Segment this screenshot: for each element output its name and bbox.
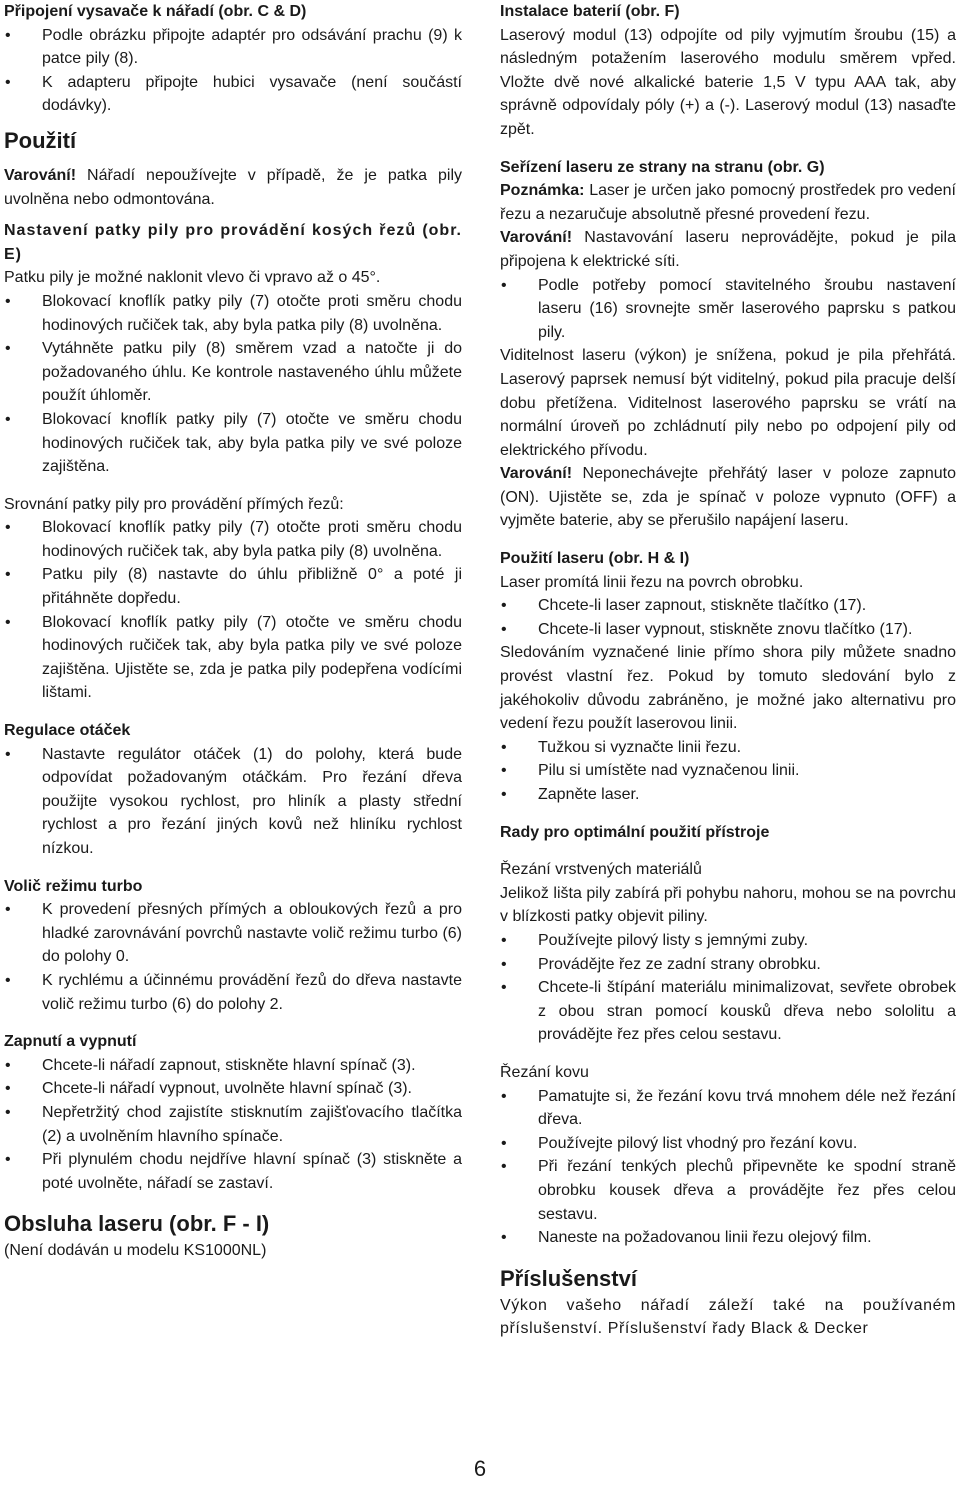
metal-list: [500, 1085, 956, 1250]
layered-text: Jelikož lišta pily zabírá při pohybu nahoru, mohou se na povrchu v blízkosti patky objevit piliny.: [500, 884, 956, 926]
list-item: • K adapteru připojte hubici vysavače (není součástí dodávky).: [4, 71, 462, 118]
list-item: • Chcete-li štípání materiálu minimalizovat, sevřete obrobek z obou stran pomocí kousků dřeva nebo sololitu a provádějte řez přes celou sestavu.: [500, 976, 956, 1047]
turbo-list: [4, 898, 462, 1016]
visibility-text: Viditelnost laseru (výkon) je snížena, pokud je pila přehřátá. Laserový paprsek nemusí být viditelný, pokud pila pracuje delší dobu přetížena. Viditelnost laserového paprsku se vrátí na normální úroveň po zchládnutí pily nebo po odpojení pily od elektrického přívodu.: [500, 347, 956, 459]
list-item: • Pilu si umístěte nad vyznačenou linii.: [500, 759, 956, 783]
warning-label: Varování!: [500, 229, 573, 247]
list-item: • Blokovací knoflík patky pily (7) otočte proti směru chodu hodinových ručiček tak, aby byla patka pily (8) uvolněna.: [4, 290, 462, 337]
list-item: • Při plynulém chodu nejdříve hlavní spínač (3) stiskněte a poté uvolněte, nářadí se zastaví.: [4, 1148, 462, 1195]
battery-heading: Instalace baterií (obr. F): [500, 3, 680, 20]
list-item: • Podle obrázku připojte adaptér pro odsávání prachu (9) k patce pily (8).: [4, 24, 462, 71]
list-item: • Chcete-li laser vypnout, stiskněte znovu tlačítko (17).: [500, 618, 956, 642]
vacuum-heading: Připojení vysavače k nářadí (obr. C & D): [4, 3, 307, 20]
vacuum-list: [4, 24, 462, 118]
switch-heading: Zapnutí a vypnutí: [4, 1033, 137, 1051]
accessories-text: Výkon vašeho nářadí záleží také na používaném příslušenství. Příslušenství řady Black & Decker: [500, 1296, 956, 1338]
bevel-intro: Patku pily je možné naklonit vlevo či vpravo až o 45°.: [4, 269, 381, 287]
adjust-note: [500, 179, 956, 226]
list-item: • K rychlému a účinnému provádění řezů do dřeva nastavte volič režimu turbo (6) do polohy 2.: [4, 969, 462, 1016]
list-item: • Nastavte regulátor otáček (1) do polohy, která bude odpovídat požadovaným otáčkám. Pro řezání dřeva použijte vysokou rychlost, pro hliník a plasty střední rychlost a pro řezání jiných kovů než hliníku rychlost nízkou.: [4, 743, 462, 861]
warning-text: Nastavování laseru neprovádějte, pokud je pila připojena k elektrické síti.: [500, 229, 956, 270]
list-item: • K provedení přesných přímých a obloukových řezů a pro hladké zarovnávání povrchů nastavte volič režimu turbo (6) do polohy 0.: [4, 898, 462, 969]
laser-note: (Není dodáván u modelu KS1000NL): [4, 1242, 267, 1260]
straight-list: [4, 516, 462, 705]
list-item: • Nepřetržitý chod zajistíte stisknutím zajišťovacího tlačítka (2) a uvolněním hlavního spínače.: [4, 1101, 462, 1148]
accessories-heading: Příslušenství: [500, 1265, 637, 1291]
laser-use-list: [500, 594, 956, 641]
layered-list: [500, 929, 956, 1047]
adjust-heading: Seřízení laseru ze strany na stranu (obr. G): [500, 158, 825, 176]
list-item: • Podle potřeby pomocí stavitelného šroubu nastavení laseru (16) srovnejte směr laserového paprsku s patkou pily.: [500, 274, 956, 345]
list-item: • Používejte pilový listy s jemnými zuby.: [500, 929, 956, 953]
list-item: • Vytáhněte patku pily (8) směrem vzad a natočte ji do požadovaného úhlu. Ke kontrole nastaveného úhlu můžete použít úhloměr.: [4, 337, 462, 408]
list-item: • Patku pily (8) nastavte do úhlu přibližně 0° a poté ji přitáhněte dopředu.: [4, 563, 462, 610]
laser-use-intro: Laser promítá linii řezu na povrch obrobku.: [500, 573, 804, 591]
warning-label: Varování!: [500, 465, 573, 483]
list-item: • Zapněte laser.: [500, 783, 956, 807]
list-item: • Tužkou si vyznačte linii řezu.: [500, 736, 956, 760]
battery-text: Laserový modul (13) odpojíte od pily vyjmutím šroubu (15) a následným potažením laserového modulu směrem vpřed. Vložte dvě nové alkalické baterie 1,5 V typu AAA tak, aby správně odpovídaly póly (+) a (-). Laserový modul (13) nasaďte zpět.: [500, 26, 956, 138]
warning-text: Neponechávejte přehřátý laser v poloze zapnuto (ON). Ujistěte se, zda je spínač v poloze vypnuto (OFF) a vyjměte baterie, aby se přerušilo napájení laseru.: [500, 465, 956, 530]
tips-heading: Rady pro optimální použití přístroje: [500, 823, 770, 841]
right-column: [500, 0, 956, 1341]
straight-intro: Srovnání patky pily pro provádění přímých řezů:: [4, 495, 344, 513]
adjust-list: [500, 274, 956, 345]
use-warning: [4, 164, 462, 211]
list-item: • Chcete-li nářadí vypnout, uvolněte hlavní spínač (3).: [4, 1077, 462, 1101]
warning-text: Nářadí nepoužívejte v případě, že je patka pily uvolněna nebo odmontována.: [4, 166, 462, 208]
use-heading: Použití: [4, 127, 77, 153]
bevel-list: [4, 290, 462, 479]
list-item: • Používejte pilový list vhodný pro řezání kovu.: [500, 1132, 956, 1156]
speed-heading: Regulace otáček: [4, 722, 131, 740]
list-item: • Naneste na požadovanou linii řezu olejový film.: [500, 1226, 956, 1250]
list-item: • Chcete-li laser zapnout, stiskněte tlačítko (17).: [500, 594, 956, 618]
metal-heading: Řezání kovu: [500, 1063, 589, 1081]
laser-use-heading: Použití laseru (obr. H & I): [500, 550, 690, 568]
note-text: Laser je určen jako pomocný prostředek pro vedení řezu a nezaručuje absolutně přesné provedení řezu.: [500, 182, 956, 223]
follow-list: [500, 736, 956, 807]
overheat-warning: [500, 462, 956, 533]
list-item: • Blokovací knoflík patky pily (7) otočte ve směru chodu hodinových ručiček tak, aby byla patka pily ve své poloze zajištěna. Ujistěte se, zda je patka pily podepřena vodícími lištami.: [4, 611, 462, 705]
list-item: • Blokovací knoflík patky pily (7) otočte ve směru chodu hodinových ručiček tak, aby byla patka pily ve své poloze zajištěna.: [4, 408, 462, 479]
laser-heading: Obsluha laseru (obr. F - I): [4, 1211, 270, 1237]
bevel-heading: Nastavení patky pily pro provádění kosých řezů (obr. E): [4, 222, 462, 263]
list-item: • Při řezání tenkých plechů připevněte ke spodní straně obrobku kousek dřeva a provádějte řez přes celou sestavu.: [500, 1155, 956, 1226]
list-item: • Blokovací knoflík patky pily (7) otočte proti směru chodu hodinových ručiček tak, aby byla patka pily (8) uvolněna.: [4, 516, 462, 563]
note-label: Poznámka:: [500, 182, 585, 200]
follow-text: Sledováním vyznačené linie přímo shora pily můžete snadno provést vlastní řez. Pokud by tomuto sledování bylo z jakéhokoliv důvodu zabráněno, je možné jako alternativu pro vedení řezu použít laserovou linii.: [500, 644, 956, 733]
switch-list: [4, 1054, 462, 1196]
warning-label: Varování!: [4, 166, 77, 184]
left-column: [4, 0, 462, 1263]
list-item: • Pamatujte si, že řezání kovu trvá mnohem déle než řezání dřeva.: [500, 1085, 956, 1132]
adjust-warning: [500, 226, 956, 273]
layered-heading: Řezání vrstvených materiálů: [500, 861, 702, 879]
page-number: 6: [473, 1456, 487, 1481]
list-item: • Chcete-li nářadí zapnout, stiskněte hlavní spínač (3).: [4, 1054, 462, 1078]
list-item: • Provádějte řez ze zadní strany obrobku.: [500, 953, 956, 977]
turbo-heading: Volič režimu turbo: [4, 877, 143, 895]
speed-list: [4, 743, 462, 861]
